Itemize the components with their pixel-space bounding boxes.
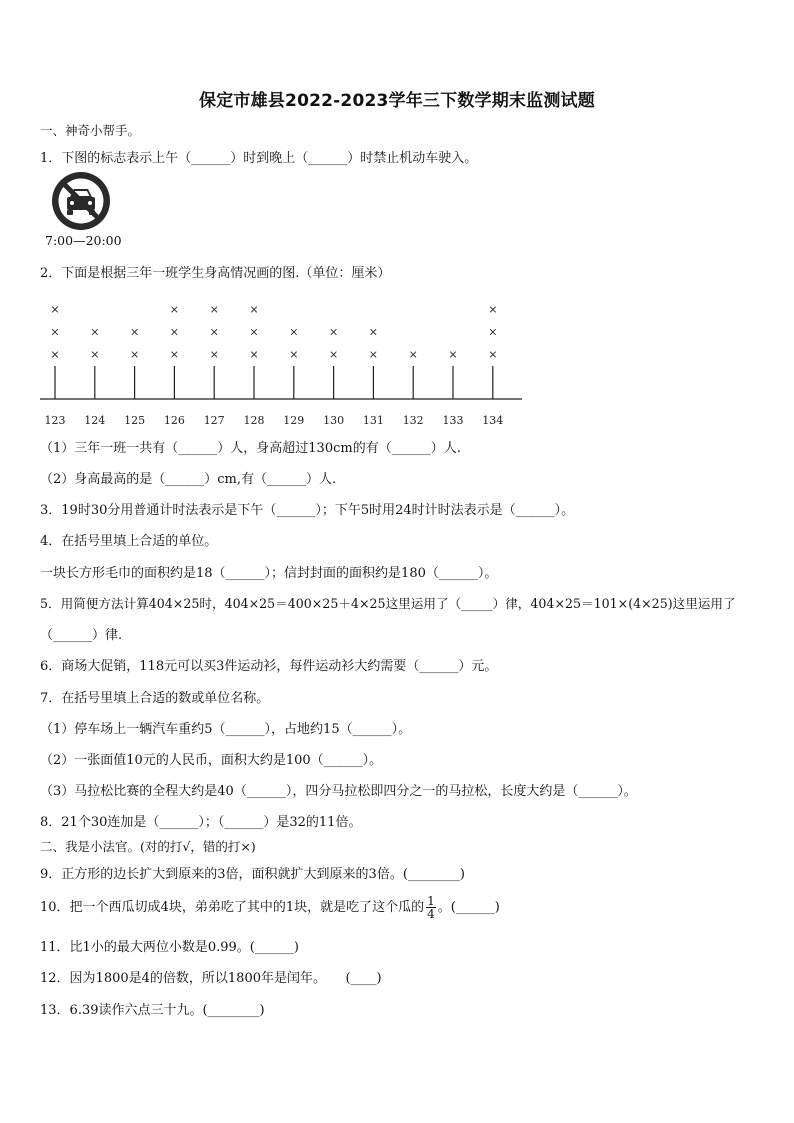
cross-mark: ×	[50, 325, 60, 339]
cross-mark: ×	[368, 325, 379, 339]
cross-mark: ×	[209, 303, 219, 316]
question-5-line-1: 5．用简便方法计算404×25时，404×25＝400×25＋4×25这里运用了（_____）律，404×25＝101×(4×25)这里运用了	[40, 596, 736, 611]
question-13: 13．6.39读作六点三十九。(________)	[40, 1003, 265, 1018]
cross-mark: ×	[488, 325, 498, 339]
cross-mark: ×	[249, 348, 259, 361]
section-heading-2: 二、我是小法官。(对的打√，错的打×)	[40, 839, 256, 854]
cross-mark: ×	[328, 348, 339, 361]
question-7: 7．在括号里填上合适的数或单位名称。	[40, 691, 270, 706]
cross-mark: ×	[90, 348, 100, 361]
tick-label: 123	[44, 414, 66, 427]
question-2-part-1: （1）三年一班一共有（______）人，身高超过130cm的有（______）人.	[40, 441, 461, 456]
height-dot-plot	[0, 290, 794, 435]
question-10	[40, 892, 500, 924]
tick-label: 133	[442, 414, 464, 427]
cross-mark: ×	[209, 348, 219, 361]
question-9: 9．正方形的边长扩大到原来的3倍，面积就扩大到原来的3倍。(________)	[40, 867, 465, 882]
cross-mark: ×	[408, 348, 418, 361]
question-3: 3．19时30分用普通计时法表示是下午（______）；下午5时用24时计时法表示是（______）。	[40, 503, 575, 518]
question-7-part-1: （1）停车场上一辆汽车重约5（______），占地约15（______）。	[40, 722, 412, 737]
cross-mark: ×	[129, 348, 140, 361]
tick-label: 126	[163, 414, 185, 427]
question-1: 1．下图的标志表示上午（______）时到晚上（______）时禁止机动车驶入。	[40, 151, 478, 166]
fraction-denominator: 4	[427, 907, 435, 921]
tick-label: 125	[124, 414, 146, 427]
fraction-numerator: 1	[427, 894, 435, 908]
question-11: 11．比1小的最大两位小数是0.99。(______)	[40, 940, 299, 955]
section-heading-1: 一、神奇小帮手。	[40, 123, 141, 138]
cross-mark: ×	[289, 348, 299, 361]
question-10-answer: 。(______)	[437, 900, 500, 915]
cross-mark: ×	[249, 303, 259, 316]
cross-mark: ×	[50, 303, 60, 316]
question-7-part-3: （3）马拉松比赛的全程大约是40（______），四分马拉松即四分之一的马拉松，长度大约是（______）。	[40, 784, 637, 799]
page-title: 保定市雄县2022-2023学年三下数学期末监测试题	[199, 91, 595, 111]
cross-mark: ×	[50, 348, 60, 361]
question-4-part-1: 一块长方形毛巾的面积约是18（______）；信封封面的面积约是180（______）。	[40, 566, 498, 581]
cross-mark: ×	[90, 325, 100, 339]
tick-label: 134	[482, 414, 504, 427]
sign-time-caption: 7:00—20:00	[45, 233, 122, 248]
cross-mark: ×	[488, 348, 498, 361]
cross-mark: ×	[169, 303, 180, 316]
tick-label: 127	[203, 414, 225, 427]
question-4: 4．在括号里填上合适的单位。	[40, 534, 218, 549]
tick-label: 128	[243, 414, 265, 427]
question-12: 12．因为1800是4的倍数，所以1800年是闰年。 (____)	[40, 971, 382, 986]
tick-label: 131	[362, 414, 384, 427]
cross-mark: ×	[129, 325, 140, 339]
cross-mark: ×	[448, 348, 458, 361]
cross-mark: ×	[488, 303, 498, 316]
tick-label: 132	[402, 414, 424, 427]
question-7-part-2: （2）一张面值10元的人民币，面积大约是100（______）。	[40, 753, 383, 768]
tick-label: 130	[323, 414, 345, 427]
question-5-line-2: （______）律.	[40, 628, 123, 643]
cross-mark: ×	[209, 325, 219, 339]
question-10-text: 10．把一个西瓜切成4块，弟弟吃了其中的1块，就是吃了这个瓜的	[40, 900, 425, 915]
cross-mark: ×	[169, 325, 180, 339]
question-8: 8．21个30连加是（______）；（______）是32的11倍。	[40, 815, 362, 830]
tick-label: 129	[283, 414, 305, 427]
tick-label: 124	[84, 414, 106, 427]
question-6: 6．商场大促销，118元可以买3件运动衫，每件运动衫大约需要（______）元。	[40, 659, 498, 674]
cross-mark: ×	[328, 325, 339, 339]
cross-mark: ×	[368, 348, 379, 361]
no-motor-vehicles-sign-icon	[45, 170, 125, 236]
cross-mark: ×	[249, 325, 259, 339]
question-2-part-2: （2）身高最高的是（______）cm,有（______）人.	[40, 472, 337, 487]
cross-mark: ×	[169, 348, 180, 361]
fraction-one-quarter	[426, 895, 436, 920]
cross-mark: ×	[289, 325, 299, 339]
question-2: 2．下面是根据三年一班学生身高情况画的图.（单位：厘米）	[40, 266, 391, 281]
